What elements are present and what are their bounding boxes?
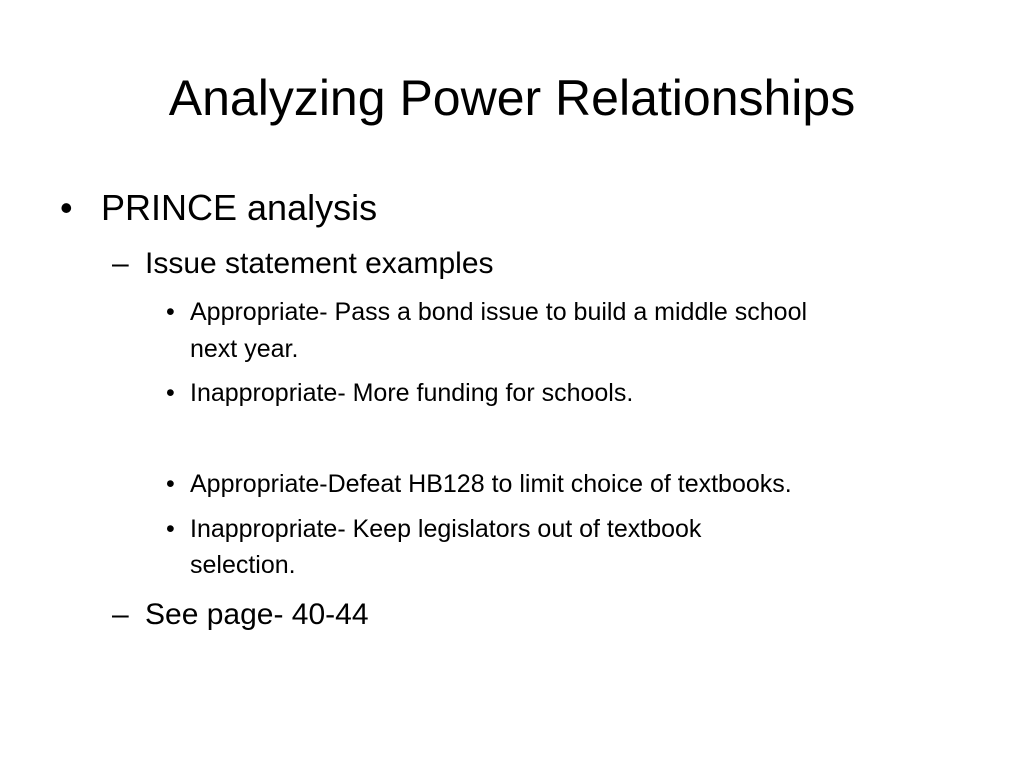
sub-bullet-see-page: See page- 40-44 [145,598,369,631]
bullet-prince-analysis: PRINCE analysis [101,187,378,228]
bullet-marker: • [166,470,175,498]
example-inappropriate-legislators-line-1: Inappropriate- Keep legislators out of textbook [190,515,702,543]
example-inappropriate-funding: Inappropriate- More funding for schools. [190,379,634,407]
example-appropriate-bond-line-1: Appropriate- Pass a bond issue to build a middle school [190,298,808,326]
sub-bullet-issue-statement-examples: Issue statement examples [145,247,494,280]
bullet-marker: • [166,379,175,407]
dash-marker: – [112,247,129,280]
bullet-marker: • [60,187,73,228]
bullet-marker: • [166,515,175,543]
example-appropriate-bond-line-2: next year. [190,335,299,363]
bullet-marker: • [166,298,175,326]
slide-title: Analyzing Power Relationships [168,70,856,126]
dash-marker: – [112,598,129,631]
example-appropriate-hb128: Appropriate-Defeat HB128 to limit choice of textbooks. [190,470,792,498]
example-inappropriate-legislators-line-2: selection. [190,551,296,579]
